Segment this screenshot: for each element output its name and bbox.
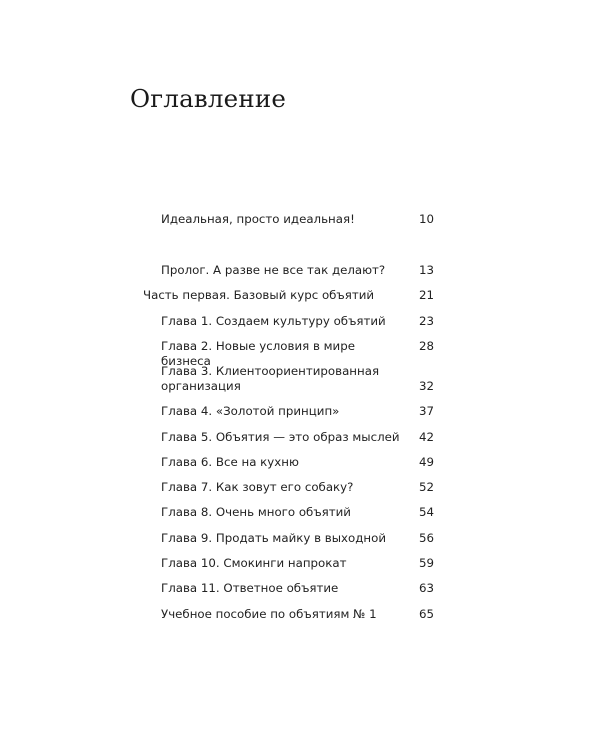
toc-entry-label: Глава 1. Создаем культуру объятий bbox=[161, 314, 386, 328]
toc-entry-label: Часть первая. Базовый курс объятий bbox=[143, 288, 375, 302]
toc-entry-label: Глава 9. Продать майку в выходной bbox=[161, 531, 387, 545]
toc-entry-label: Глава 3. Клиентоориентированная организация bbox=[161, 364, 380, 393]
toc-entry-page: 63 bbox=[418, 581, 434, 595]
toc-entry-page: 13 bbox=[418, 263, 434, 277]
toc-entry-label: Идеальная, просто идеальная! bbox=[161, 212, 355, 226]
toc-entry-label: Глава 7. Как зовут его собаку? bbox=[161, 480, 354, 494]
toc-entry-page: 65 bbox=[418, 607, 434, 621]
toc-entry-page: 59 bbox=[418, 556, 434, 570]
page-title: Оглавление bbox=[130, 84, 287, 113]
toc-entry-page: 56 bbox=[418, 531, 434, 545]
toc-entry-label: Пролог. А разве не все так делают? bbox=[161, 263, 386, 277]
toc-entry-page: 28 bbox=[418, 339, 434, 353]
toc-entry-label: Глава 2. Новые условия в мире бизнеса bbox=[161, 339, 355, 368]
toc-entry-label: Глава 5. Объятия — это образ мыслей bbox=[161, 430, 400, 444]
toc-entry-page: 42 bbox=[418, 430, 434, 444]
toc-entry-label: Глава 8. Очень много объятий bbox=[161, 505, 351, 519]
toc-entry-label: Глава 11. Ответное объятие bbox=[161, 581, 339, 595]
toc-entry-label: Глава 6. Все на кухню bbox=[161, 455, 299, 469]
toc-entry-page: 54 bbox=[418, 505, 434, 519]
toc-entry-page: 32 bbox=[418, 379, 434, 393]
toc-entry-label: Учебное пособие по объятиям № 1 bbox=[161, 607, 377, 621]
toc-entry-label: Глава 4. «Золотой принцип» bbox=[161, 404, 340, 418]
toc-entry-label: Глава 10. Смокинги напрокат bbox=[161, 556, 347, 570]
toc-entry-page: 52 bbox=[418, 480, 434, 494]
toc-entry-page: 23 bbox=[418, 314, 434, 328]
toc-entry-page: 37 bbox=[418, 404, 434, 418]
toc-entry-page: 49 bbox=[418, 455, 434, 469]
toc-entry-page: 10 bbox=[418, 212, 434, 226]
toc-entry-page: 21 bbox=[418, 288, 434, 302]
